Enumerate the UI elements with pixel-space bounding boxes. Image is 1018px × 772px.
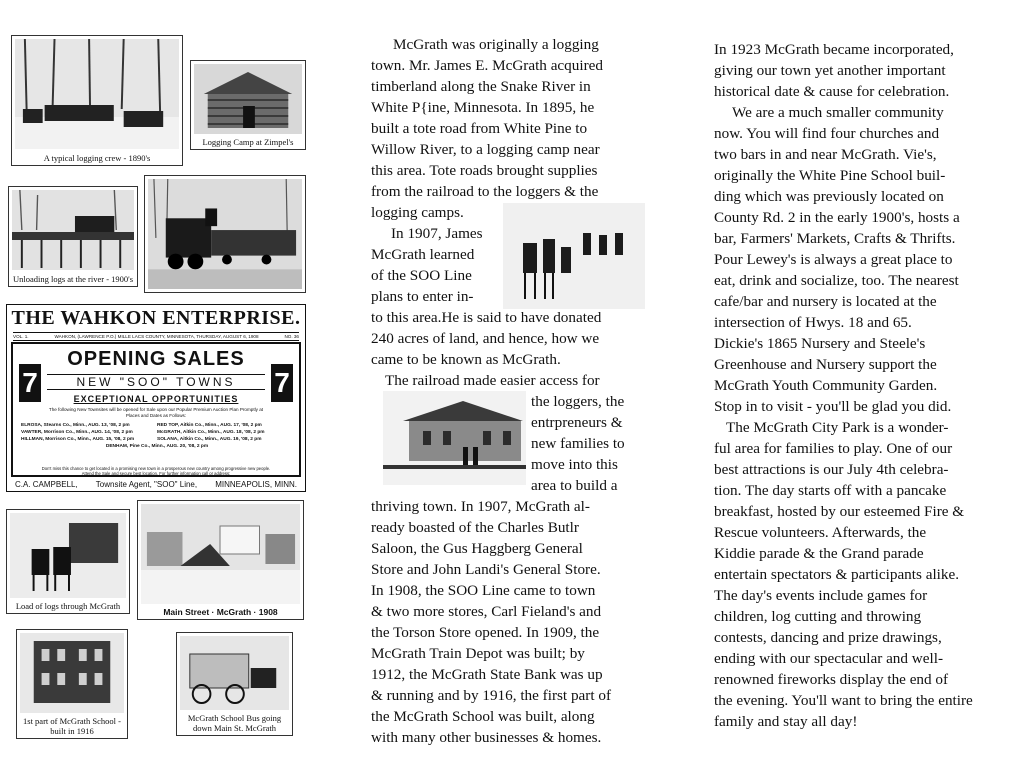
text-line: The day's events include games for xyxy=(714,587,928,604)
text-line: In 1908, the SOO Line came to town xyxy=(371,582,596,599)
text-line: cafe/bar and nursery is located at the xyxy=(714,293,937,310)
photo-school-bus xyxy=(176,632,293,736)
text-line: Kiddie parade & the Grand parade xyxy=(714,545,924,562)
text-line: McGrath Youth Community Garden. xyxy=(714,377,938,394)
text-line xyxy=(371,307,661,328)
logging-camp-image xyxy=(194,64,302,134)
unloading-logs-image xyxy=(12,190,134,270)
caption-logging-camp: Logging Camp at Zimpel's xyxy=(202,137,294,147)
text-line: town. Mr. James E. McGrath acquired xyxy=(371,57,603,74)
text-line: tion. The day starts off with a pancake xyxy=(714,482,947,499)
text-line: two bars in and near McGrath. Vie's, xyxy=(714,146,937,163)
ad-footer-line2: Attend the Sale and secure best location. For further information call or address: xyxy=(81,471,231,476)
text-line: move into this xyxy=(531,456,618,473)
text-line: 1912, the McGrath State Bank was up xyxy=(371,666,603,683)
text-line: In 1907, James xyxy=(391,225,483,242)
agent-name: C.A. CAMPBELL, xyxy=(15,480,78,489)
town-entry: RED TOP, Aitkin Co., Minn., AUG. 17, '08, 2 pm xyxy=(157,423,262,428)
text-line: Stop in to visit - you'll be glad you did. xyxy=(714,398,952,415)
ad-town-list xyxy=(21,422,293,450)
text-line: ful area for families to play. One of our xyxy=(714,440,953,457)
text-line: McGrath was originally a logging xyxy=(393,36,599,53)
text-line: the evening. You'll want to bring the entire xyxy=(714,692,973,709)
photo-logging-crew xyxy=(11,35,183,166)
load-of-logs-image xyxy=(10,513,126,598)
town-entry: McGRATH, Aitkin Co., Minn., AUG. 18, '08, 2 pm xyxy=(157,430,265,435)
text-line: new families to xyxy=(531,435,625,452)
text-line: McGrath learned xyxy=(371,246,475,263)
text-line: family and stay all day! xyxy=(714,713,858,730)
text-line: renowned fireworks display the end of xyxy=(714,671,949,688)
text-line: ready boasted of the Charles Butlr xyxy=(371,519,579,536)
text-line: bar, Farmers' Markets, Crafts & Thrifts. xyxy=(714,230,956,247)
school-image xyxy=(20,633,124,713)
text-line: The railroad made easier access for xyxy=(385,372,600,389)
text-line: McGrath Train Depot was built; by xyxy=(371,645,585,662)
town-entry: DENHAM, Pine Co., Minn., AUG. 20, '08, 2 pm xyxy=(105,444,209,449)
main-street-image xyxy=(141,504,300,604)
agent-title: Townsite Agent, "SOO" Line, xyxy=(95,480,198,489)
text-line: Pour Lewey's is always a great place to xyxy=(714,251,953,268)
text-line: Dickie's 1865 Nursery and Steele's xyxy=(714,335,926,352)
text-line: 240 acres of land, and hence, how we xyxy=(371,330,600,347)
middle-column xyxy=(371,34,661,748)
text-line: thriving town. In 1907, McGrath al- xyxy=(371,498,590,515)
text-line: built a tote road from White Pine to xyxy=(371,120,588,137)
caption-load-of-logs: Load of logs through McGrath xyxy=(15,601,121,611)
middle-paragraph-2 xyxy=(371,223,661,370)
text-line: White P{ine, Minnesota. In 1895, he xyxy=(371,99,595,116)
photo-main-street xyxy=(137,500,304,620)
text-line: breakfast, hosted by our esteemed Fire & xyxy=(714,503,965,520)
text-fragment: to this area. xyxy=(371,309,442,326)
text-line: ding which was previously located on xyxy=(714,188,944,205)
photo-load-of-logs xyxy=(6,509,130,614)
text-fragment: He is said to have donated xyxy=(441,309,602,326)
text-line: ending with our spectacular and well- xyxy=(714,650,943,667)
advertisement-box xyxy=(11,342,301,477)
right-paragraph-3 xyxy=(714,417,1014,732)
ad-intro-line1: The following New Townsites will be opened for Sale upon our Popular Premium Auction Plan Promptly at xyxy=(48,407,264,412)
text-line: timberland along the Snake River in xyxy=(371,78,591,95)
text-line: Store and John Landi's General Store. xyxy=(371,561,601,578)
logging-crew-image xyxy=(15,39,179,149)
ad-footer xyxy=(21,466,291,476)
school-bus-image xyxy=(180,636,289,710)
caption-unloading-logs: Unloading logs at the river - 1900's xyxy=(12,274,134,284)
text-line: & two more stores, Carl Fieland's and xyxy=(371,603,602,620)
text-line: eat, drink and socialize, too. The nearest xyxy=(714,272,959,289)
right-paragraph-2 xyxy=(714,102,1014,417)
town-row xyxy=(21,436,293,443)
text-line: County Rd. 2 in the early 1900's, hosts a xyxy=(714,209,960,226)
text-line: In 1923 McGrath became incorporated, xyxy=(714,41,954,58)
text-line: & running and by 1916, the first part of xyxy=(371,687,612,704)
right-paragraph-1 xyxy=(714,39,1014,102)
town-row xyxy=(21,429,293,436)
caption-school-line2: built in 1916 xyxy=(50,726,94,736)
text-line: entertain spectators & participants alike. xyxy=(714,566,960,583)
text-line: now. You will find four churches and xyxy=(714,125,940,142)
ad-intro xyxy=(21,407,291,418)
newspaper-vol: VOL. 1. xyxy=(13,334,29,339)
text-line: The McGrath City Park is a wonder- xyxy=(726,419,949,436)
town-entry: VAWTER, Morrison Co., Minn., AUG. 14, '08, 2 pm xyxy=(21,430,133,435)
text-line: giving our town yet another important xyxy=(714,62,946,79)
photo-unloading-logs xyxy=(8,186,138,287)
newspaper-masthead: THE WAHKON ENTERPRISE. xyxy=(11,307,301,329)
ad-subhead: NEW "SOO" TOWNS xyxy=(47,374,265,390)
agent-city: MINNEAPOLIS, MINN. xyxy=(215,480,297,489)
photo-school xyxy=(16,629,128,739)
text-line: intersection of Hwys. 18 and 65. xyxy=(714,314,912,331)
town-entry: SOLANA, Aitkin Co., Minn., AUG. 19, '08, 2 pm xyxy=(157,437,262,442)
ad-exceptional: EXCEPTIONAL OPPORTUNITIES xyxy=(73,394,239,404)
text-line: from the railroad to the loggers & the xyxy=(371,183,599,200)
text-line: Saloon, the Gus Haggberg General xyxy=(371,540,583,557)
ad-agent-line xyxy=(15,480,297,489)
middle-paragraph-1 xyxy=(371,34,661,223)
photo-logging-camp xyxy=(190,60,306,150)
caption-bus-line1: McGrath School Bus going xyxy=(187,713,282,723)
ad-headline: OPENING SALES xyxy=(67,348,245,370)
town-row xyxy=(21,422,293,429)
text-line: We are a much smaller community xyxy=(732,104,944,121)
text-line: plans to enter in- xyxy=(371,288,474,305)
text-line: came to be known as McGrath. xyxy=(371,351,561,368)
text-line: children, log cutting and throwing xyxy=(714,608,922,625)
text-line: with many other businesses & homes. xyxy=(371,729,602,746)
text-line: the Torson Store opened. In 1909, the xyxy=(371,624,600,641)
middle-paragraph-3 xyxy=(371,370,661,748)
text-line: best attractions is our July 4th celebra- xyxy=(714,461,949,478)
ad-footer-line1: Don't miss this chance to get located in a promising new town in a prosperous new country among progressive new people. xyxy=(41,466,271,471)
text-line: Greenhouse and Nursery support the xyxy=(714,356,937,373)
text-line: the McGrath School was built, along xyxy=(371,708,595,725)
text-line: entrpreneurs & xyxy=(531,414,623,431)
newspaper-number: NO. 36 xyxy=(284,334,299,339)
town-entry: HILLMAN, Morrison Co., Minn., AUG. 15, '08, 2 pm xyxy=(21,437,135,442)
text-line: area to build a xyxy=(531,477,618,494)
text-line: Willow River, to a logging camp near xyxy=(371,141,600,158)
caption-school xyxy=(19,716,125,736)
text-line: contests, dancing and prize drawings, xyxy=(714,629,942,646)
caption-school-line1: 1st part of McGrath School - xyxy=(23,716,121,726)
right-column xyxy=(714,39,1014,732)
text-line: logging camps. xyxy=(371,204,464,221)
photo-train xyxy=(144,175,306,293)
newspaper-dateline: WAHKON, (LAWRENCE P.O.) MILLE LACS COUNTY, MINNESOTA, THURSDAY, AUGUST 6, 1908 xyxy=(54,334,259,339)
text-line: of the SOO Line xyxy=(371,267,472,284)
ad-seven-left: 7 xyxy=(19,364,41,402)
ad-intro-line2: Places and Dates as Follows: xyxy=(125,412,187,418)
ad-seven-right: 7 xyxy=(271,364,293,402)
text-line: originally the White Pine School buil- xyxy=(714,167,946,184)
caption-main-street: Main Street · McGrath · 1908 xyxy=(163,607,278,617)
train-image xyxy=(148,179,302,289)
text-line: the loggers, the xyxy=(531,393,625,410)
town-entry: ELROSA, Stearns Co., Minn., AUG. 13, '08, 2 pm xyxy=(21,423,130,428)
text-line: historical date & cause for celebration. xyxy=(714,83,950,100)
newspaper-dateline-bar xyxy=(13,332,299,341)
newspaper-clipping xyxy=(6,304,306,492)
caption-school-bus xyxy=(179,713,290,733)
caption-logging-crew: A typical logging crew - 1890's xyxy=(43,153,151,163)
caption-bus-line2: down Main St. McGrath xyxy=(192,723,277,733)
text-line: Rescue volunteers. Afterwards, the xyxy=(714,524,927,541)
text-line: this area. Tote roads brought supplies xyxy=(371,162,598,179)
